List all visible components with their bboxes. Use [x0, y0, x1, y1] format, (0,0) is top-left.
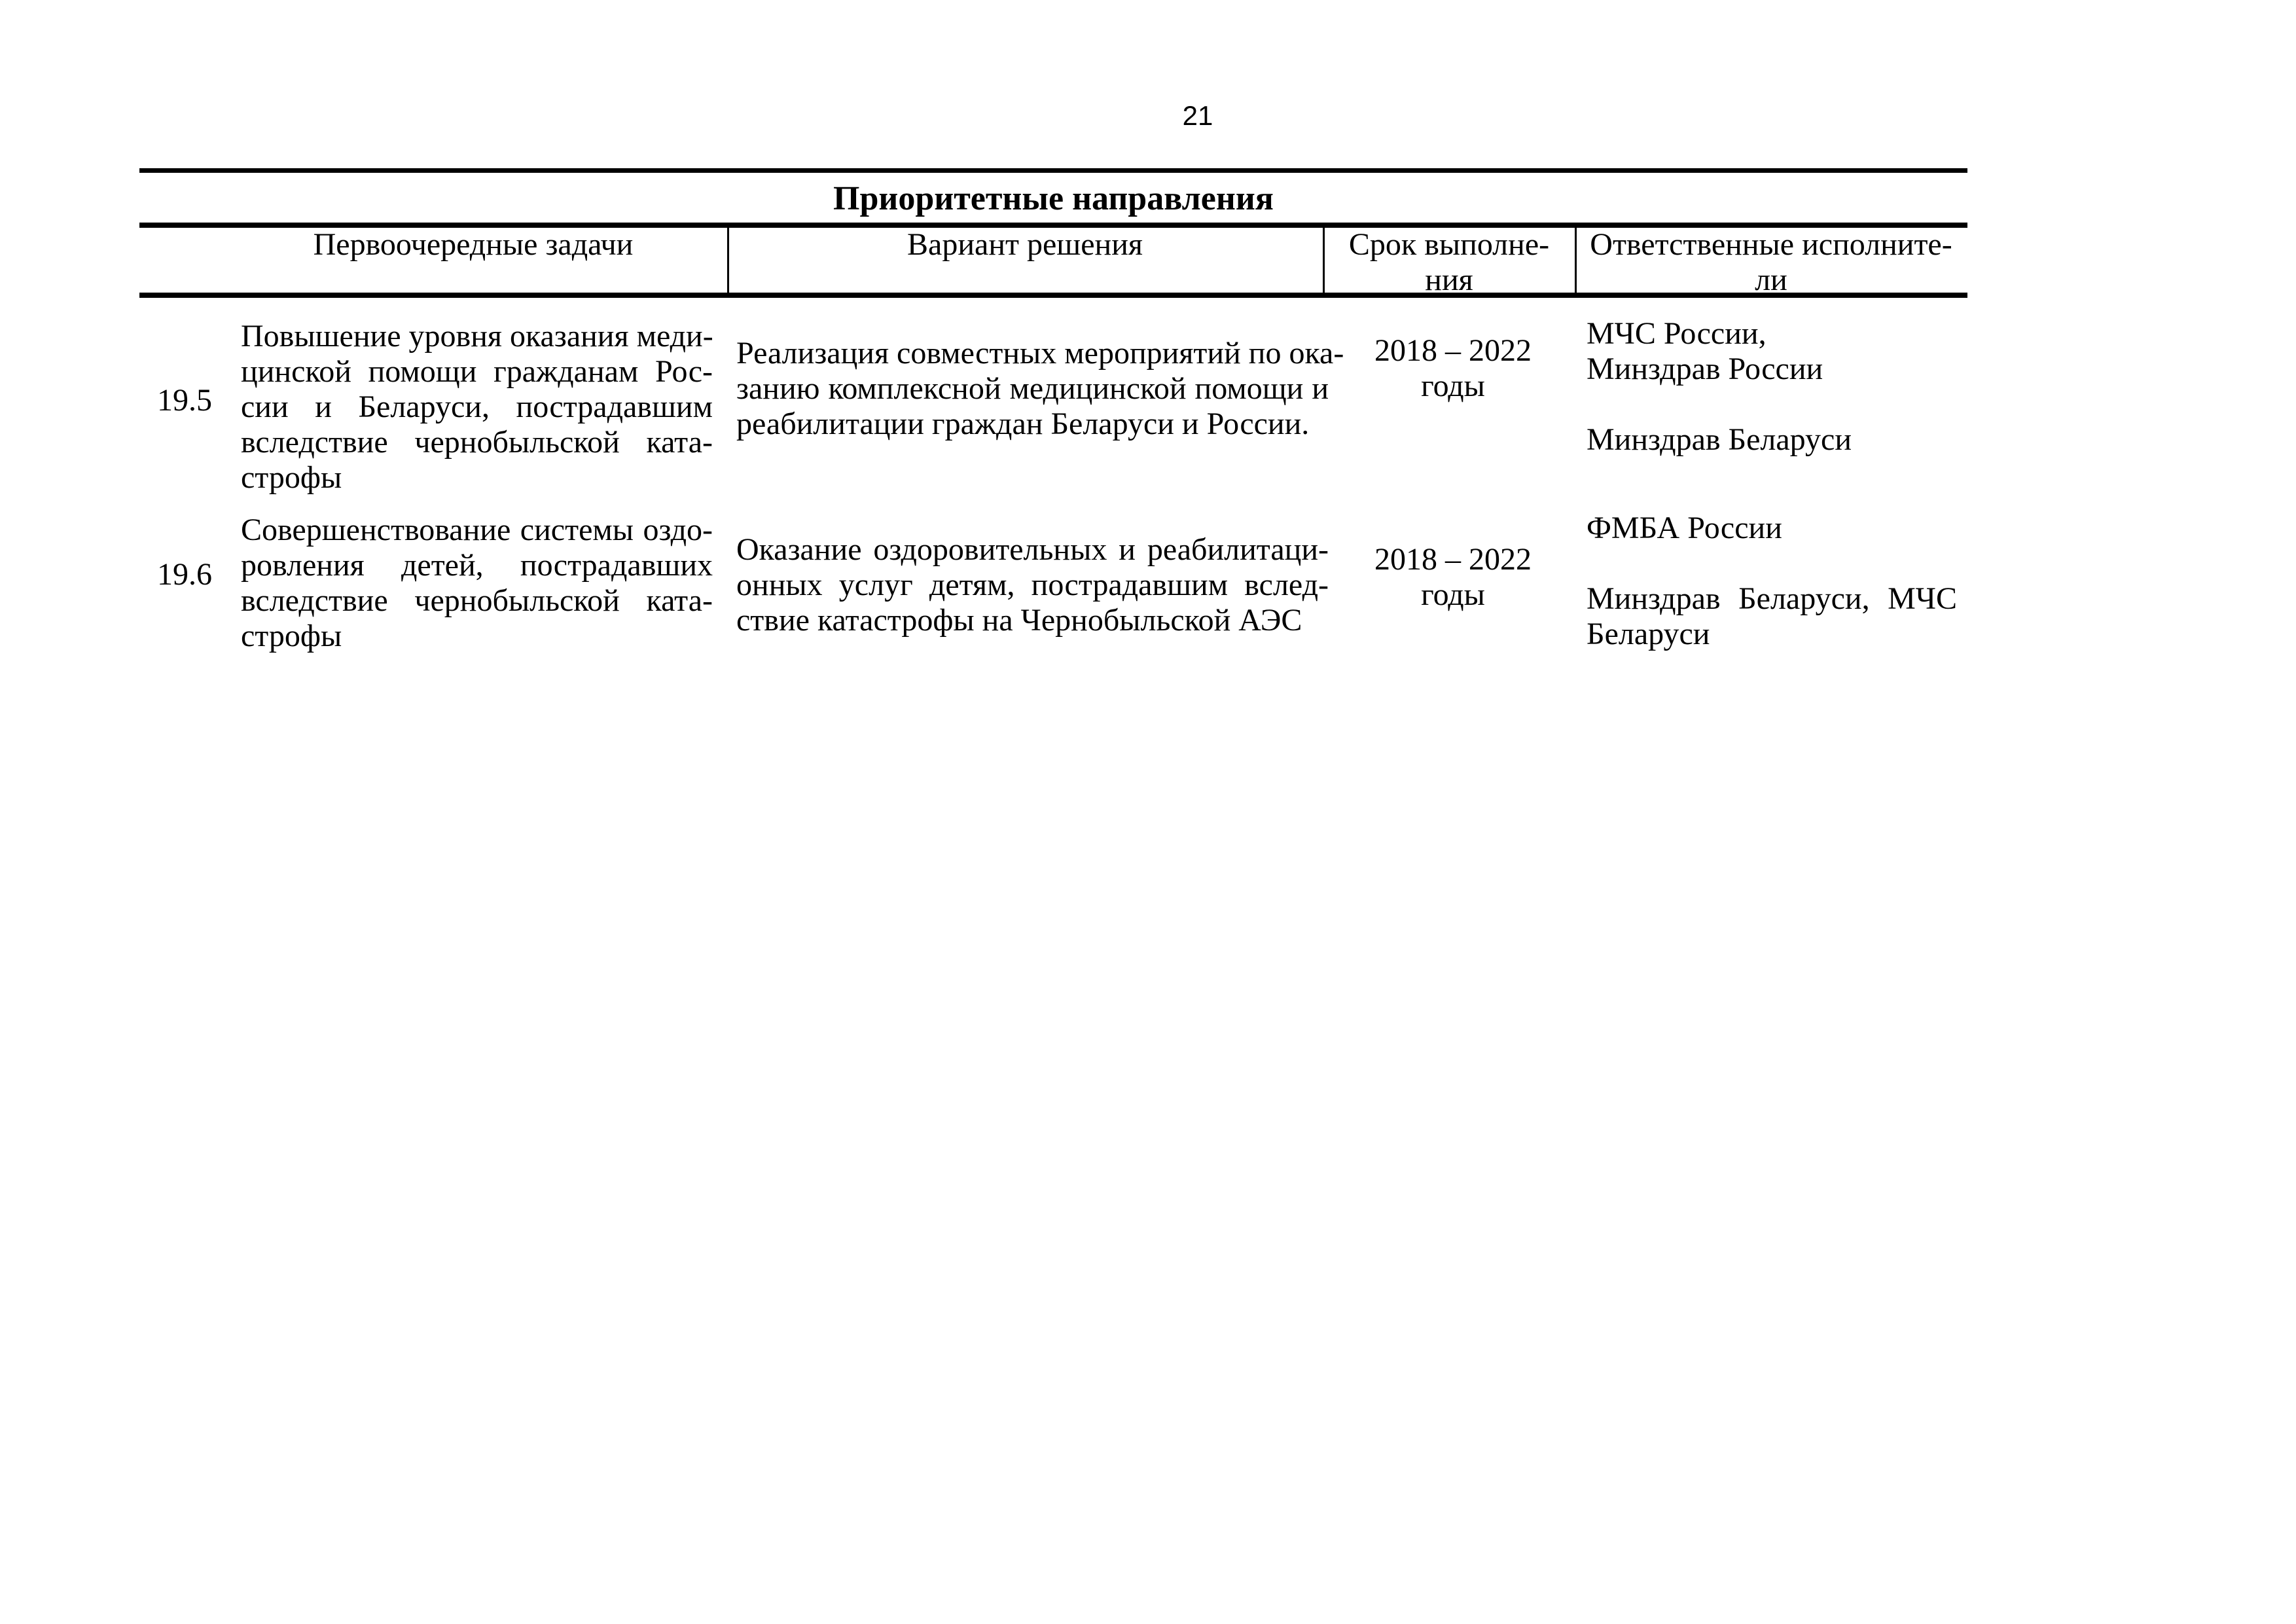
tasks-cell	[241, 513, 713, 654]
table-title: Приоритетные направления	[833, 180, 1274, 217]
row-number: 19.5	[157, 383, 212, 418]
text-line: реабилитации граждан Беларуси и России.	[736, 406, 1310, 441]
text-line: ствие катастрофы на Чернобыльской АЭС	[736, 603, 1302, 638]
text-line: Минздрав Беларуси	[1587, 422, 1852, 457]
text-line: Беларуси	[1587, 617, 1710, 651]
solution-cell	[736, 532, 1329, 638]
header-executors-line: ли	[1755, 262, 1787, 297]
header-solution-label: Вариант решения	[907, 227, 1143, 262]
page-number: 21	[1182, 100, 1213, 131]
text-line: строфы	[241, 460, 342, 495]
text-line: Оказание оздоровительных и реабилитаци-	[736, 532, 1329, 567]
text-line: ФМБА России	[1587, 511, 1782, 545]
text-line: занию комплексной медицинской помощи и	[736, 371, 1329, 406]
text-line: Минздрав Беларуси, МЧС	[1587, 581, 1957, 616]
text-line: 2018 – 2022	[1374, 333, 1532, 368]
text-line: вследствие чернобыльской ката-	[241, 425, 713, 460]
text-line: онных услуг детям, пострадавшим вслед-	[736, 568, 1329, 602]
text-line: цинской помощи гражданам Рос-	[241, 354, 713, 389]
text-line: ровления детей, пострадавших	[241, 548, 713, 583]
text-line: МЧС России,	[1587, 316, 1767, 351]
column-separator-3	[1575, 223, 1577, 298]
text-line: 2018 – 2022	[1374, 542, 1532, 577]
solution-cell	[736, 336, 1344, 442]
text-line: Совершенствование системы оздо-	[241, 513, 713, 547]
header-cell-term	[1325, 227, 1573, 298]
text-line: Минздрав России	[1587, 352, 1823, 386]
text-line: годы	[1421, 369, 1485, 403]
header-cell-solution	[730, 227, 1320, 262]
tasks-cell	[241, 319, 713, 496]
text-line: строфы	[241, 619, 342, 653]
header-executors-line: Ответственные исполните-	[1590, 227, 1952, 262]
header-cell-executors	[1577, 227, 1965, 298]
text-line: сии и Беларуси, пострадавшим	[241, 389, 713, 424]
header-term-line: Срок выполне-	[1348, 227, 1550, 262]
text-line	[1587, 387, 1957, 422]
table-top-rule	[139, 168, 1967, 173]
executors-cell	[1587, 511, 1957, 652]
term-cell	[1325, 333, 1581, 404]
text-line: Реализация совместных мероприятий по ока-	[736, 336, 1344, 370]
header-tasks-label: Первоочередные задачи	[313, 227, 634, 262]
row-number: 19.6	[157, 557, 212, 592]
text-line	[1587, 546, 1957, 581]
text-line: годы	[1421, 577, 1485, 612]
term-cell	[1325, 542, 1581, 613]
header-cell-tasks	[212, 227, 734, 262]
text-line: Повышение уровня оказания меди-	[241, 319, 713, 353]
header-term-line: ния	[1425, 262, 1473, 297]
executors-cell	[1587, 316, 1957, 458]
text-line: вследствие чернобыльской ката-	[241, 583, 713, 618]
column-separator-2	[1323, 223, 1325, 298]
